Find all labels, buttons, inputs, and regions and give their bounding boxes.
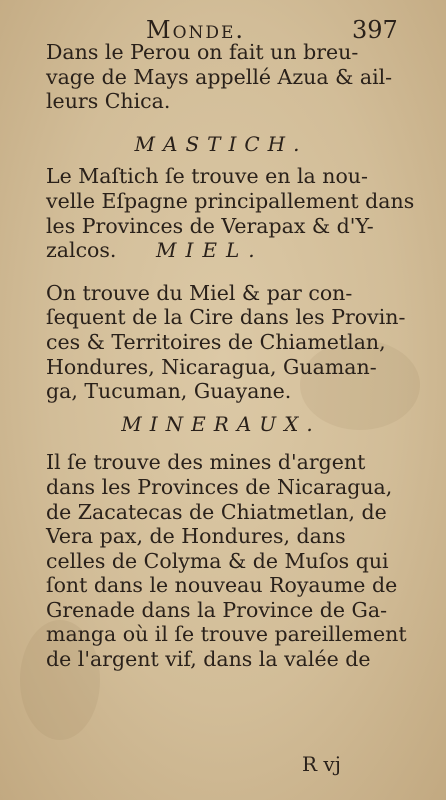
text-line: Hondures, Nicaragua, Guaman- bbox=[46, 354, 377, 379]
paragraph-mineraux bbox=[46, 450, 407, 672]
text-line: Vera pax, de Hondures, dans bbox=[46, 524, 346, 549]
paragraph-intro bbox=[46, 40, 396, 114]
text-line: zalcos. bbox=[46, 238, 117, 263]
text-line: dans les Provinces de Nicaragua, bbox=[46, 474, 393, 499]
text-line: Le Maſtich ſe trouve en la nou- bbox=[46, 164, 368, 189]
text-line: ces & Territoires de Chiametlan, bbox=[46, 329, 386, 354]
text-line: manga où il ſe trouve pareillement bbox=[46, 622, 407, 647]
text-line: Dans le Perou on fait un breu- bbox=[46, 40, 359, 64]
text-line: leurs Chica. bbox=[46, 89, 171, 114]
text-line: ſequent de la Cire dans les Provin- bbox=[46, 305, 406, 330]
text-line: les Provinces de Verapax & d'Y- bbox=[46, 213, 374, 238]
text-line: de l'argent vif, dans la valée de bbox=[46, 647, 371, 672]
text-line: velle Eſpagne principallement dans bbox=[46, 188, 415, 213]
page-number: 397 bbox=[352, 16, 398, 44]
section-heading-miel: MIEL. bbox=[156, 238, 264, 263]
text-line: celles de Colyma & de Muſos qui bbox=[46, 548, 389, 573]
section-heading-mineraux: MINERAUX. bbox=[121, 411, 321, 436]
text-line: de Zacatecas de Chiatmetlan, de bbox=[46, 499, 387, 524]
text-line-with-heading bbox=[46, 238, 396, 263]
text-line: ſont dans le nouveau Royaume de bbox=[46, 573, 398, 598]
running-title: Monde. bbox=[146, 16, 246, 44]
body-text bbox=[46, 40, 415, 672]
text-line: vage de Mays appellé Azua & ail- bbox=[46, 64, 393, 89]
paragraph-mastich bbox=[46, 164, 415, 263]
signature-mark: R vj bbox=[302, 752, 341, 776]
text-line: On trouve du Miel & par con- bbox=[46, 280, 353, 305]
section-heading-mastich: MASTICH. bbox=[134, 131, 308, 156]
text-line: ga, Tucuman, Guayane. bbox=[46, 379, 292, 404]
text-line: Grenade dans la Province de Ga- bbox=[46, 597, 388, 622]
text-line: Il ſe trouve des mines d'argent bbox=[46, 450, 366, 475]
paragraph-miel bbox=[46, 280, 406, 404]
